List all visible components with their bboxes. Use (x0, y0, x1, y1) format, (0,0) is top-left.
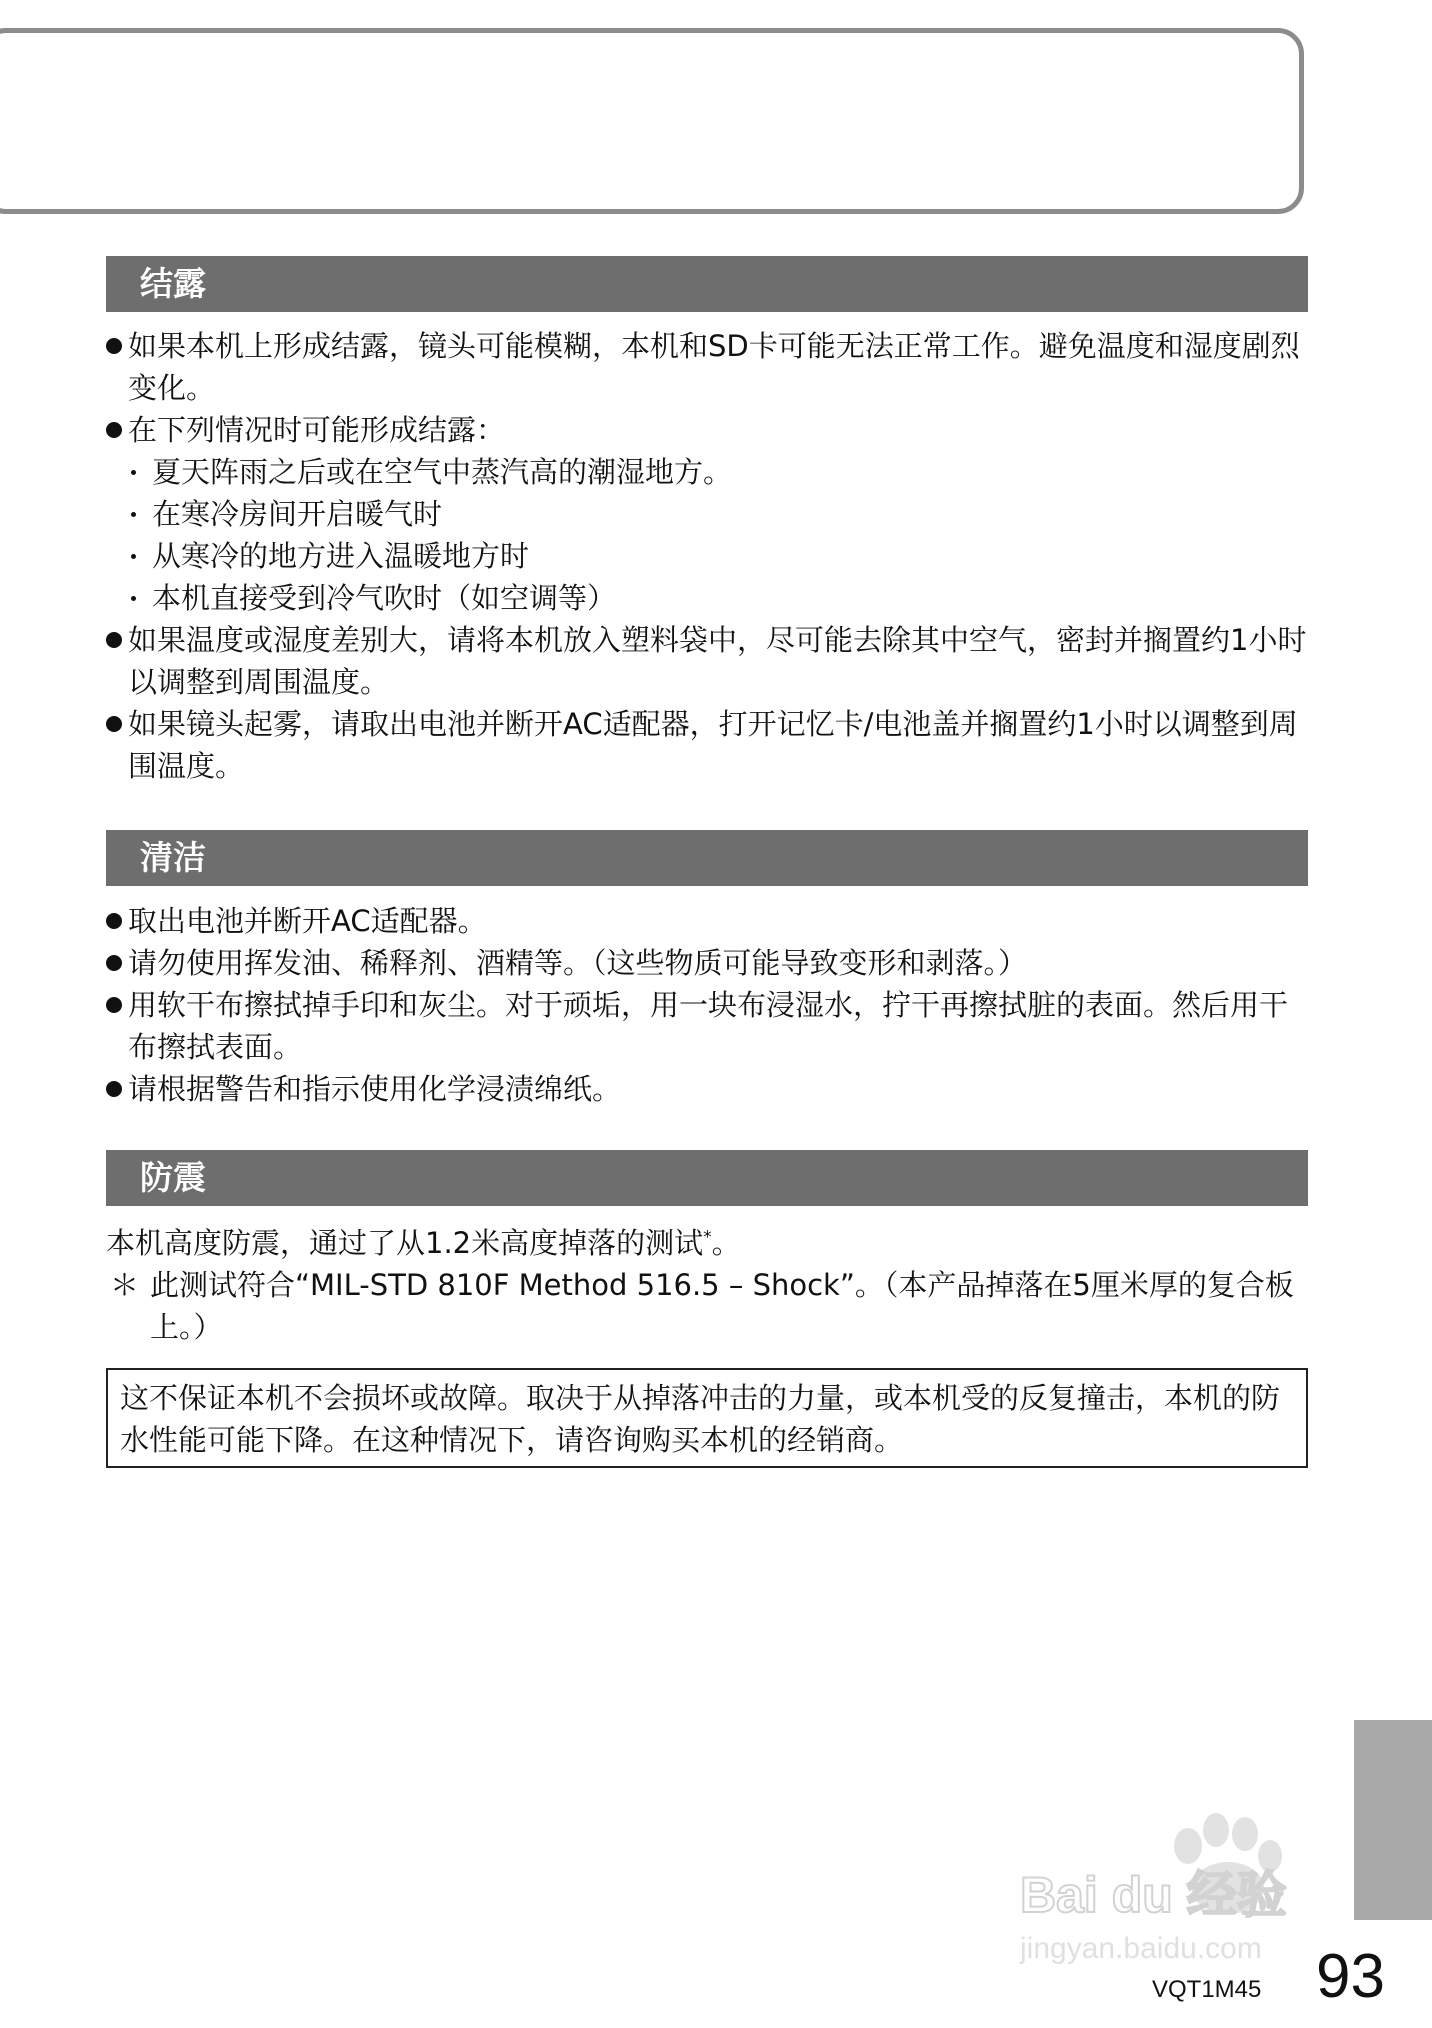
sub-list-item: 在寒冷房间开启暖气时 (106, 493, 1316, 535)
bullet-item: 请勿使用挥发油、稀释剂、酒精等。（这些物质可能导致变形和剥落。） (106, 942, 1316, 984)
paw-toe-1 (1174, 1828, 1202, 1864)
page-edge-tab (1354, 1720, 1432, 1920)
shockproof-footnote: ＊ 此测试符合“MIL-STD 810F Method 516.5 – Shock”。（本产品掉落在5厘米厚的复合板上。） (106, 1264, 1316, 1348)
sub-list-item: 从寒冷的地方进入温暖地方时 (106, 535, 1316, 577)
bullet-item: 在下列情况时可能形成结露： (106, 409, 1316, 451)
warning-box: 这不保证本机不会损坏或故障。取决于从掉落冲击的力量，或本机受的反复撞击，本机的防水性能可能下降。在这种情况下，请咨询购买本机的经销商。 (106, 1368, 1308, 1468)
bullet-item: 请根据警告和指示使用化学浸渍绵纸。 (106, 1068, 1316, 1110)
bullet-item: 如果本机上形成结露，镜头可能模糊，本机和SD卡可能无法正常工作。避免温度和湿度剧烈变化。 (106, 325, 1316, 409)
paw-toe-2 (1203, 1813, 1229, 1847)
sub-list-item: 本机直接受到冷气吹时（如空调等） (106, 577, 1316, 619)
watermark-brand: Bai du 经验 (1020, 1867, 1287, 1923)
bullet-item: 用软干布擦拭掉手印和灰尘。对于顽垢，用一块布浸湿水，拧干再擦拭脏的表面。然后用干布擦拭表面。 (106, 984, 1316, 1068)
model-code: VQT1M45 (1152, 1976, 1262, 2003)
shockproof-intro: 本机高度防震，通过了从1.2米高度掉落的测试*。 (106, 1226, 741, 1260)
condensation-list (106, 325, 1316, 787)
shockproof-text (106, 1222, 1316, 1348)
paw-toe-3 (1232, 1817, 1258, 1851)
sub-list-item: 夏天阵雨之后或在空气中蒸汽高的潮湿地方。 (106, 451, 1316, 493)
page-number: 93 (1316, 1942, 1385, 2011)
bullet-item: 取出电池并断开AC适配器。 (106, 900, 1316, 942)
baidu-jingyan-watermark (1010, 1800, 1340, 1980)
section-heading-condensation: 结露 (106, 256, 1308, 312)
bullet-item: 如果温度或湿度差别大，请将本机放入塑料袋中，尽可能去除其中空气，密封并搁置约1小时以调整到周围温度。 (106, 619, 1316, 703)
bullet-item: 如果镜头起雾，请取出电池并断开AC适配器，打开记忆卡/电池盖并搁置约1小时以调整到周围温度。 (106, 703, 1316, 787)
top-frame (0, 28, 1304, 214)
section-heading-cleaning: 清洁 (106, 830, 1308, 886)
section-heading-shockproof: 防震 (106, 1150, 1308, 1206)
footnote-marker: * (703, 1227, 712, 1248)
watermark-url: jingyan.baidu.com (1020, 1932, 1262, 1965)
footnote-symbol: ＊ (110, 1268, 140, 1302)
cleaning-list (106, 900, 1316, 1110)
